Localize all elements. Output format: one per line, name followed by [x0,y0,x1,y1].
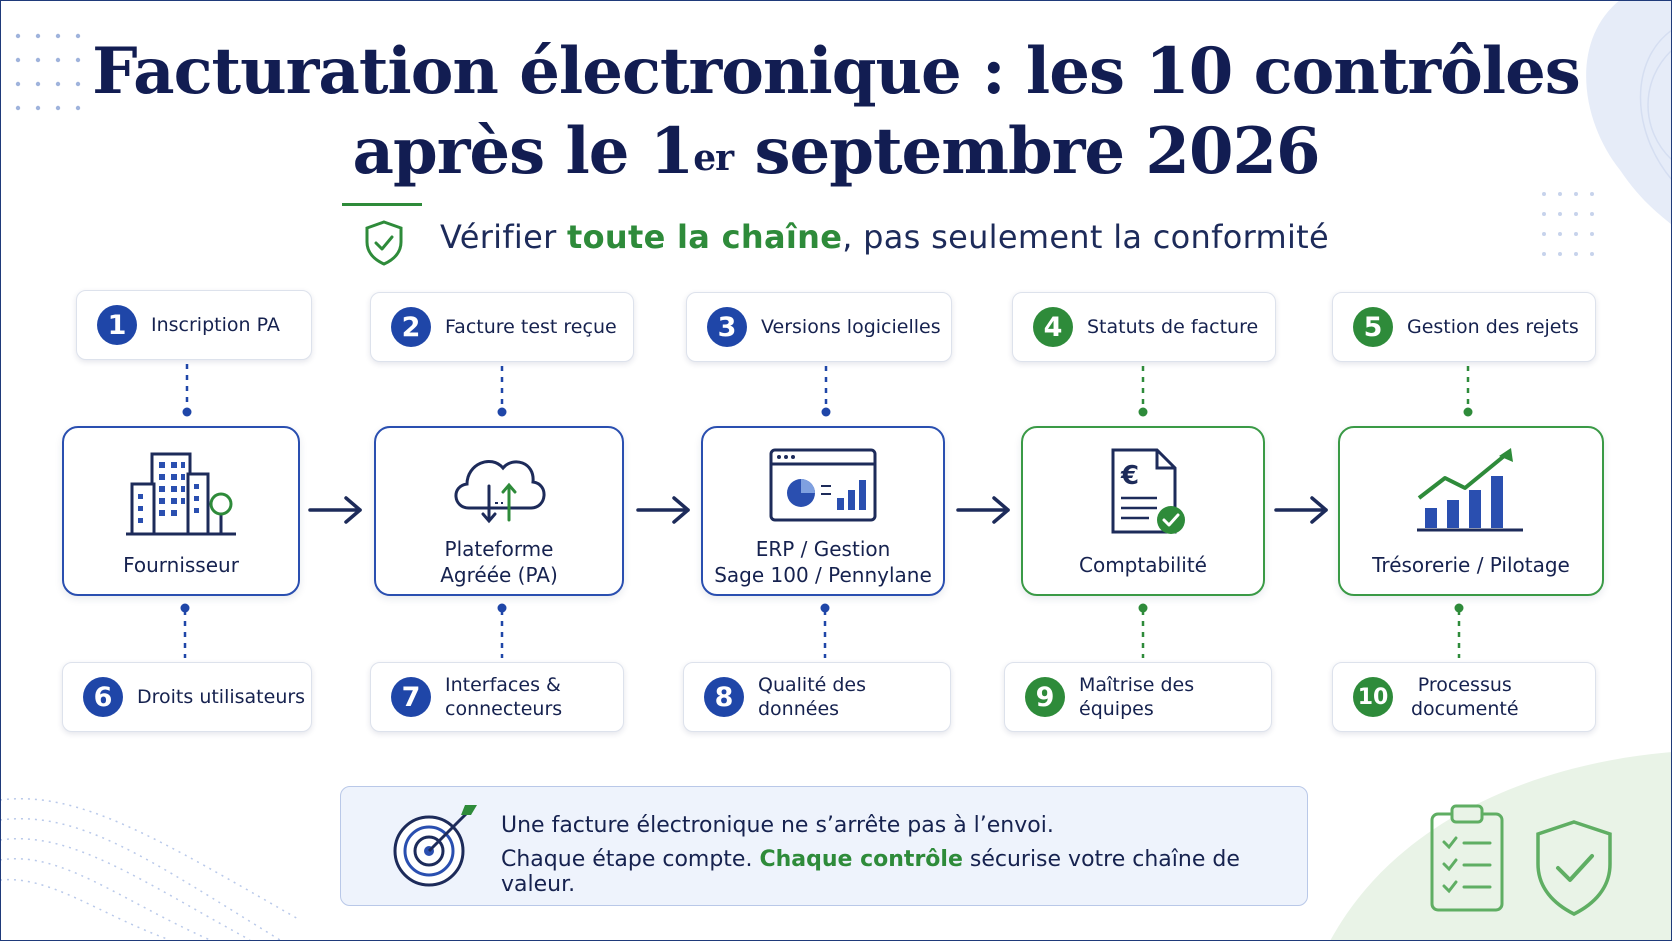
node-label: Comptabilité [1079,553,1207,577]
step-label-line-1: Processus [1417,674,1512,696]
cloud-sync-icon [447,446,551,526]
step-number: 8 [704,677,744,717]
node-label: Trésorerie / Pilotage [1372,553,1570,577]
subtitle-highlight: toute la chaîne [567,218,843,256]
step-label: Inscription PA [151,314,280,336]
step-label: Droits utilisateurs [137,686,306,708]
step-label [1411,673,1519,721]
node-comptabilite [1021,426,1265,596]
title-superscript: er [693,137,734,179]
svg-text:€: € [1121,461,1140,491]
step-label-line-2: documenté [1411,698,1519,720]
summary-banner [340,786,1308,906]
step-label-line-2: connecteurs [445,698,563,720]
node-label-2: Sage 100 / Pennylane [714,563,932,587]
node-label: Fournisseur [123,553,239,577]
step-label: Maîtrise des équipes [1079,674,1195,720]
step-label: Versions logicielles [761,316,941,338]
growth-chart-icon [1415,446,1527,538]
shield-check-icon [1532,818,1616,918]
step-label-line-1: Interfaces & [445,674,561,696]
banner-line-2 [501,847,1307,897]
subtitle-pre: Vérifier [440,218,568,256]
arrow-right-icon [956,494,1012,526]
step-label [445,673,562,721]
subtitle-post: , pas seulement la conformité [842,218,1329,256]
step-6 [62,662,312,732]
node-erp [701,426,945,596]
step-number: 10 [1353,677,1393,717]
step-label: Facture test reçue [445,316,617,338]
node-label-2: Agréée (PA) [440,563,558,587]
step-label: Statuts de facture [1087,316,1259,338]
title-line-2-pre: après le 1 [352,114,694,189]
banner-line-1: Une facture électronique ne s’arrête pas à l’envoi. [501,813,1054,838]
dashboard-window-icon [769,448,877,524]
banner-line-2-post: sécurise votre chaîne de valeur. [501,847,1240,897]
step-number: 3 [707,307,747,347]
step-number: 9 [1025,677,1065,717]
euro-document-check-icon [1095,446,1191,542]
arrow-right-icon [308,494,364,526]
step-7 [370,662,624,732]
target-icon [391,801,481,891]
building-icon [126,444,236,540]
banner-line-2-highlight: Chaque contrôle [759,847,963,872]
arrow-right-icon [1274,494,1330,526]
clipboard-checklist-icon [1428,804,1506,914]
step-8 [683,662,951,732]
step-number: 4 [1033,307,1073,347]
node-tresorerie [1338,426,1604,596]
title-line-2-post: septembre 2026 [733,114,1320,189]
step-number: 7 [391,677,431,717]
step-9 [1004,662,1272,732]
step-number: 2 [391,307,431,347]
node-label-1: Plateforme [444,537,554,561]
arrow-right-icon [636,494,692,526]
node-fournisseur [62,426,300,596]
step-number: 1 [97,305,137,345]
banner-line-2-pre: Chaque étape compte. [501,847,760,872]
step-number: 6 [83,677,123,717]
step-label: Qualité des données [758,674,867,720]
node-plateforme [374,426,624,596]
step-label: Gestion des rejets [1407,316,1579,338]
title-line-1: Facturation électronique : les 10 contrôles [92,34,1580,109]
step-10 [1332,662,1596,732]
node-label-1: ERP / Gestion [755,537,891,561]
step-number: 5 [1353,307,1393,347]
